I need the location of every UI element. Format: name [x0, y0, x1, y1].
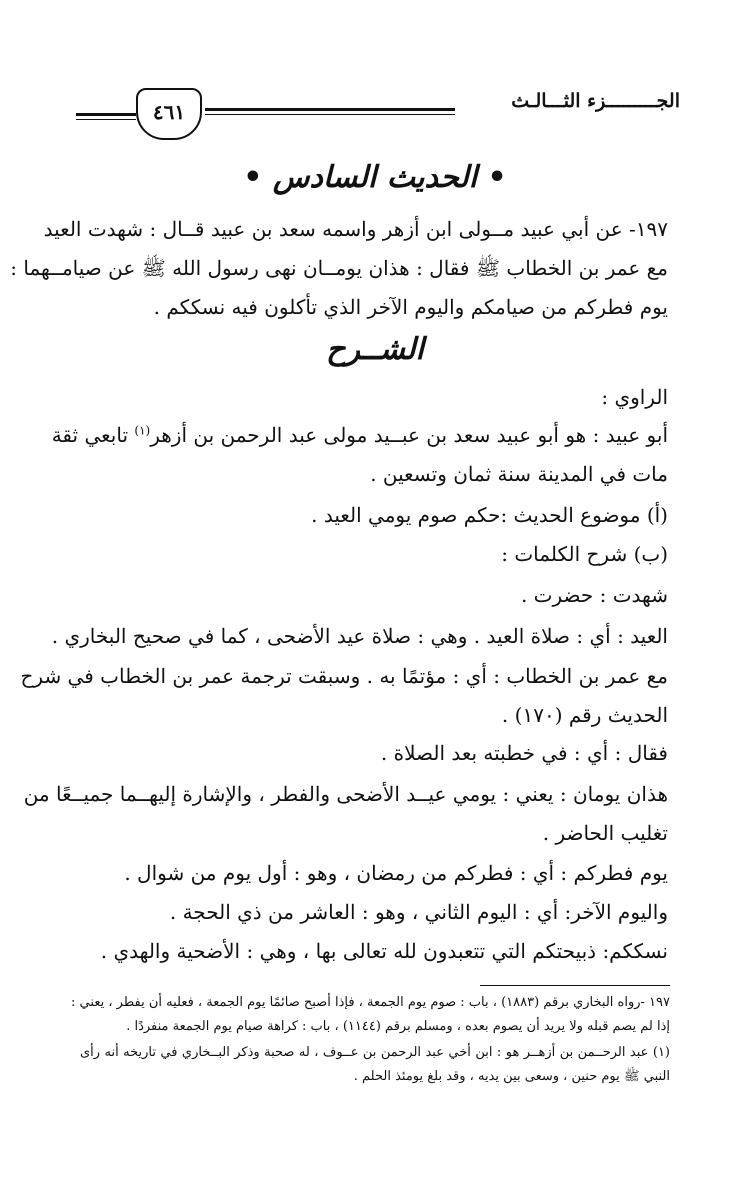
word-umar-line-1: مع عمر بن الخطاب : أي : مؤتمًا به . وسبقت ترجمة عمر بن الخطاب في شرح [20, 664, 668, 688]
sharh-heading: الشــرح [326, 332, 424, 367]
hadith-line-1: ١٩٧- عن أبي عبيد مــولى ابن أزهر واسمه سعد بن عبيد قــال : شهدت العيد [43, 217, 668, 241]
footnote-separator [480, 985, 670, 986]
footnote-197-line-1: ١٩٧ -رواه البخاري برقم (١٨٨٣) ، باب : صوم يوم الجمعة ، فإذا أصبح صائمًا يوم الجمعة ، فعليه أن يفطر ، يعني : [71, 995, 670, 1010]
rawi-label: الراوي : [601, 385, 668, 409]
hadith-line-2: مع عمر بن الخطاب ﷺ فقال : هذان يومــان نهى رسول الله ﷺ عن صيامــهما : [10, 256, 668, 280]
word-nusuk: نسككم: ذبيحتكم التي تتعبدون لله تعالى بها ، وهي : الأضحية والهدي . [100, 939, 668, 963]
header-rule-left [76, 113, 136, 121]
footnote-1-line-2: النبي ﷺ يوم حنين ، وسعى بين يديه ، وقد بلغ يومئذ الحلم . [353, 1069, 670, 1084]
rawi-line-1-a: أبو عبيد : هو أبو عبيد سعد بن عبــيد مولى عبد الرحمن بن أزهر [150, 423, 668, 447]
header-rule-right [205, 108, 455, 116]
word-faqala: فقال : أي : في خطبته بعد الصلاة . [380, 741, 668, 765]
rawi-line-1-b: تابعي ثقة [51, 423, 135, 447]
rawi-line-2: مات في المدينة سنة ثمان وتسعين . [370, 462, 668, 486]
hadith-topic: (أ) موضوع الحديث :حكم صوم يومي العيد . [311, 503, 668, 527]
word-fitr: يوم فطركم : أي : فطركم من رمضان ، وهو : أول يوم من شوال . [124, 861, 668, 885]
footnote-197-line-2: إذا لم يصم قبله ولا يريد أن يصوم بعده ، ومسلم برقم (١١٤٤) ، باب : كراهة صيام يوم الجمعة منفردًا . [126, 1019, 670, 1034]
word-akhar: واليوم الآخر: أي : اليوم الثاني ، وهو : العاشر من ذي الحجة . [169, 900, 668, 924]
word-umar-line-2: الحديث رقم (١٧٠) . [501, 703, 668, 727]
word-shahidtu: شهدت : حضرت . [520, 583, 668, 607]
page-number-badge: ٤٦١ [136, 88, 202, 140]
running-header-title: الجـــــــــزء الثـــالـث [511, 90, 680, 112]
hadith-heading: • الحديث السادس • [243, 160, 507, 195]
words-heading: (ب) شرح الكلمات : [501, 542, 668, 566]
footnote-marker-1: (١) [134, 423, 151, 438]
hadith-line-3: يوم فطركم من صيامكم واليوم الآخر الذي تأكلون فيه نسككم . [153, 295, 668, 319]
word-hadhan-line-2: تغليب الحاضر . [542, 821, 668, 845]
footnote-1-line-1: (١) عبد الرحــمن بن أزهــر هو : ابن أخي عبد الرحمن بن عــوف ، له صحبة وذكر البــخاري في تاريخه أنه رأى [80, 1045, 670, 1060]
word-al-eid: العيد : أي : صلاة العيد . وهي : صلاة عيد الأضحى ، كما في صحيح البخاري . [51, 624, 668, 648]
word-hadhan-line-1: هذان يومان : يعني : يومي عيــد الأضحى والفطر ، والإشارة إليهــما جميــعًا من [23, 782, 668, 806]
rawi-line-1 [51, 420, 668, 450]
